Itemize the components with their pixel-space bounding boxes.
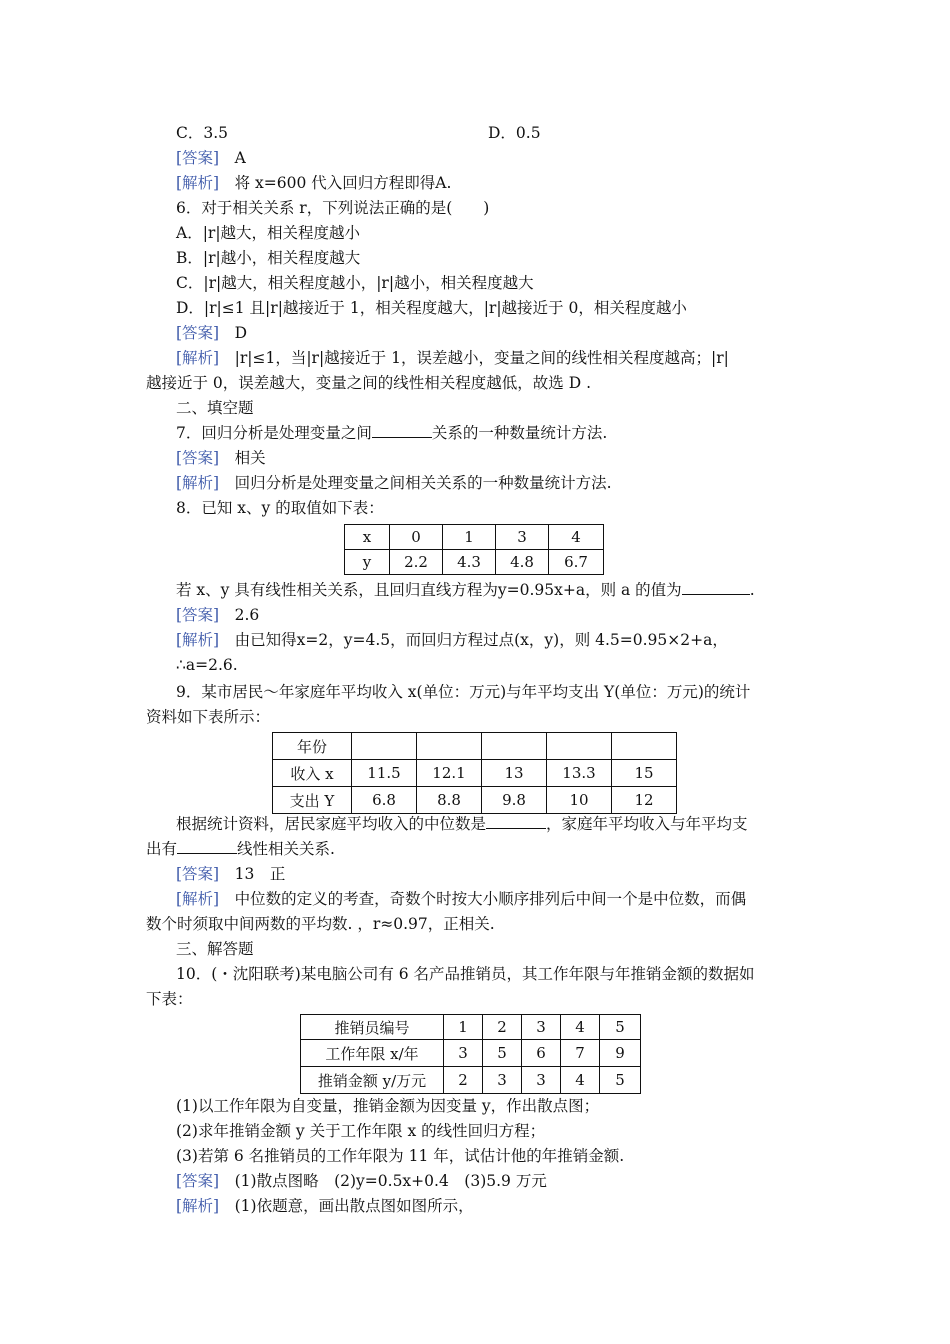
table-cell: 4 [561, 1015, 600, 1040]
table-cell: 2 [444, 1067, 483, 1094]
q9-table [272, 732, 677, 814]
analysis-tag: [解析] [176, 174, 220, 192]
q8-table [344, 524, 604, 575]
table-cell: 10 [547, 787, 612, 814]
q9-answer [176, 862, 285, 886]
table-cell: 6.7 [549, 550, 604, 575]
table-cell: 0 [390, 525, 443, 550]
table-cell: 2 [483, 1015, 522, 1040]
table-cell: 4 [549, 525, 604, 550]
table-cell: 4.3 [443, 550, 496, 575]
table-cell: 6 [522, 1040, 561, 1067]
analysis-tag: [解析] [176, 631, 220, 649]
q9-question-part1: 根据统计资料，居民家庭平均收入的中位数是 [176, 815, 487, 833]
table-row [273, 787, 677, 814]
q5-option-c: C．3.5 [176, 124, 229, 142]
answer-text: 相关 [234, 449, 266, 467]
table-row [345, 550, 604, 575]
q9-question-line2 [146, 837, 335, 861]
analysis-tag: [解析] [176, 349, 220, 367]
q8-analysis-line1 [176, 628, 728, 652]
analysis-text: 回归分析是处理变量之间相关关系的一种数量统计方法. [234, 474, 612, 492]
table-cell: 7 [561, 1040, 600, 1067]
table-row [273, 733, 677, 760]
q7-analysis [176, 471, 612, 495]
q10-part1: (1)以工作年限为自变量，推销金额为因变量 y，作出散点图； [176, 1097, 600, 1115]
table-cell: 支出 Y [273, 787, 352, 814]
answer-tag: [答案] [176, 606, 220, 624]
answer-text: A [234, 149, 246, 167]
section-heading-fill-blank: 二、填空题 [176, 399, 254, 417]
q6-option-a: A．|r|越大，相关程度越小 [176, 224, 361, 242]
table-cell: 9.8 [482, 787, 547, 814]
table-cell: 15 [612, 760, 677, 787]
analysis-text: (1)依题意，画出散点图如图所示， [234, 1197, 474, 1215]
table-cell [482, 733, 547, 760]
table-cell: 13 [482, 760, 547, 787]
q6-option-b: B．|r|越小，相关程度越大 [176, 249, 361, 267]
q7-stem-part1: 7．回归分析是处理变量之间 [176, 424, 372, 442]
answer-blank [372, 421, 432, 438]
analysis-tag: [解析] [176, 1197, 220, 1215]
answer-blank [177, 837, 237, 854]
answer-tag: [答案] [176, 149, 220, 167]
table-cell [417, 733, 482, 760]
table-cell: 5 [600, 1067, 641, 1094]
q9-analysis-line2: 数个时须取中间两数的平均数. ，r≈0.97，正相关. [146, 915, 495, 933]
answer-blank [486, 812, 546, 829]
answer-text: (1)散点图略 (2)y=0.5x+0.4 (3)5.9 万元 [234, 1172, 547, 1190]
q6-option-c: C．|r|越大，相关程度越小，|r|越小，相关程度越大 [176, 274, 534, 292]
q5-analysis [176, 171, 451, 195]
answer-text: 13 正 [234, 865, 286, 883]
table-cell: 12.1 [417, 760, 482, 787]
table-cell: 工作年限 x/年 [301, 1040, 444, 1067]
table-cell: 5 [483, 1040, 522, 1067]
answer-tag: [答案] [176, 324, 220, 342]
q6-analysis-line2: 越接近于 0，误差越大，变量之间的线性相关程度越低，故选 D . [146, 374, 591, 392]
table-row [301, 1015, 641, 1040]
q6-stem: 6．对于相关关系 r，下列说法正确的是( ) [176, 199, 490, 217]
q5-option-d: D．0.5 [488, 124, 541, 142]
answer-tag: [答案] [176, 1172, 220, 1190]
table-row [301, 1067, 641, 1094]
analysis-tag: [解析] [176, 474, 220, 492]
q10-part3: (3)若第 6 名推销员的工作年限为 11 年，试估计他的年推销金额. [176, 1147, 625, 1165]
table-cell: 3 [444, 1040, 483, 1067]
q10-stem-line1: 10．(・沈阳联考)某电脑公司有 6 名产品推销员，其工作年限与年推销金额的数据如 [176, 965, 755, 983]
analysis-text: 将 x=600 代入回归方程即得A. [234, 174, 452, 192]
table-cell: x [345, 525, 390, 550]
q7-answer [176, 446, 266, 470]
table-cell: 3 [483, 1067, 522, 1094]
table-cell: 9 [600, 1040, 641, 1067]
table-cell [547, 733, 612, 760]
table-cell: 3 [496, 525, 549, 550]
table-cell: 6.8 [352, 787, 417, 814]
q6-analysis-line1 [176, 346, 729, 370]
q8-condition-part1: 若 x、y 具有线性相关关系，且回归直线方程为y=0.95x+a，则 a 的值为 [176, 581, 682, 599]
table-cell: 13.3 [547, 760, 612, 787]
q10-table [300, 1014, 641, 1094]
q6-answer [176, 321, 247, 345]
table-cell: 3 [522, 1015, 561, 1040]
answer-text: D [234, 324, 248, 342]
q8-answer [176, 603, 259, 627]
table-cell: 1 [444, 1015, 483, 1040]
q8-condition-part2: . [749, 581, 755, 599]
answer-blank [682, 578, 750, 595]
q7-stem-part2: 关系的一种数量统计方法. [431, 424, 608, 442]
analysis-text: 中位数的定义的考查，奇数个时按大小顺序排列后中间一个是中位数，而偶 [234, 890, 747, 908]
table-cell: 1 [443, 525, 496, 550]
q8-condition [176, 578, 755, 602]
q9-stem-line2: 资料如下表所示： [146, 708, 271, 726]
q8-stem: 8．已知 x、y 的取值如下表： [176, 499, 384, 517]
table-cell: 12 [612, 787, 677, 814]
q5-answer [176, 146, 246, 170]
table-cell: 11.5 [352, 760, 417, 787]
q9-question-part2: ，家庭年平均收入与年平均支 [546, 815, 748, 833]
table-cell: 4.8 [496, 550, 549, 575]
answer-tag: [答案] [176, 865, 220, 883]
q7-stem [176, 421, 607, 445]
analysis-text: |r|≤1，当|r|越接近于 1，误差越小，变量之间的线性相关程度越高；|r| [234, 349, 729, 367]
table-cell: 2.2 [390, 550, 443, 575]
analysis-tag: [解析] [176, 890, 220, 908]
table-cell: 8.8 [417, 787, 482, 814]
table-cell: 年份 [273, 733, 352, 760]
table-cell [352, 733, 417, 760]
q6-option-d: D．|r|≤1 且|r|越接近于 1，相关程度越大，|r|越接近于 0，相关程度越小 [176, 299, 687, 317]
q8-analysis-line2: ∴a=2.6. [176, 656, 238, 674]
table-cell: 推销金额 y/万元 [301, 1067, 444, 1094]
table-cell: 5 [600, 1015, 641, 1040]
table-row [273, 760, 677, 787]
q9-stem-line1: 9．某市居民～年家庭年平均收入 x(单位：万元)与年平均支出 Y(单位：万元)的统计 [176, 683, 751, 701]
answer-text: 2.6 [234, 606, 260, 624]
table-row [345, 525, 604, 550]
q10-stem-line2: 下表： [146, 990, 193, 1008]
q10-part2: (2)求年推销金额 y 关于工作年限 x 的线性回归方程； [176, 1122, 546, 1140]
q10-answer [176, 1169, 547, 1193]
analysis-text: 由已知得x=2，y=4.5，而回归方程过点(x，y)，则 4.5=0.95×2+a， [234, 631, 728, 649]
table-cell: 4 [561, 1067, 600, 1094]
table-cell: 收入 x [273, 760, 352, 787]
q10-analysis [176, 1194, 474, 1218]
table-row [301, 1040, 641, 1067]
q9-analysis-line1 [176, 887, 746, 911]
table-cell: 推销员编号 [301, 1015, 444, 1040]
q9-question-part3: 出有 [146, 840, 178, 858]
table-cell: 3 [522, 1067, 561, 1094]
section-heading-solutions: 三、解答题 [176, 940, 254, 958]
answer-tag: [答案] [176, 449, 220, 467]
table-cell: y [345, 550, 390, 575]
q9-question-part4: 线性相关关系. [237, 840, 335, 858]
q9-question-line1 [176, 812, 748, 836]
table-cell [612, 733, 677, 760]
